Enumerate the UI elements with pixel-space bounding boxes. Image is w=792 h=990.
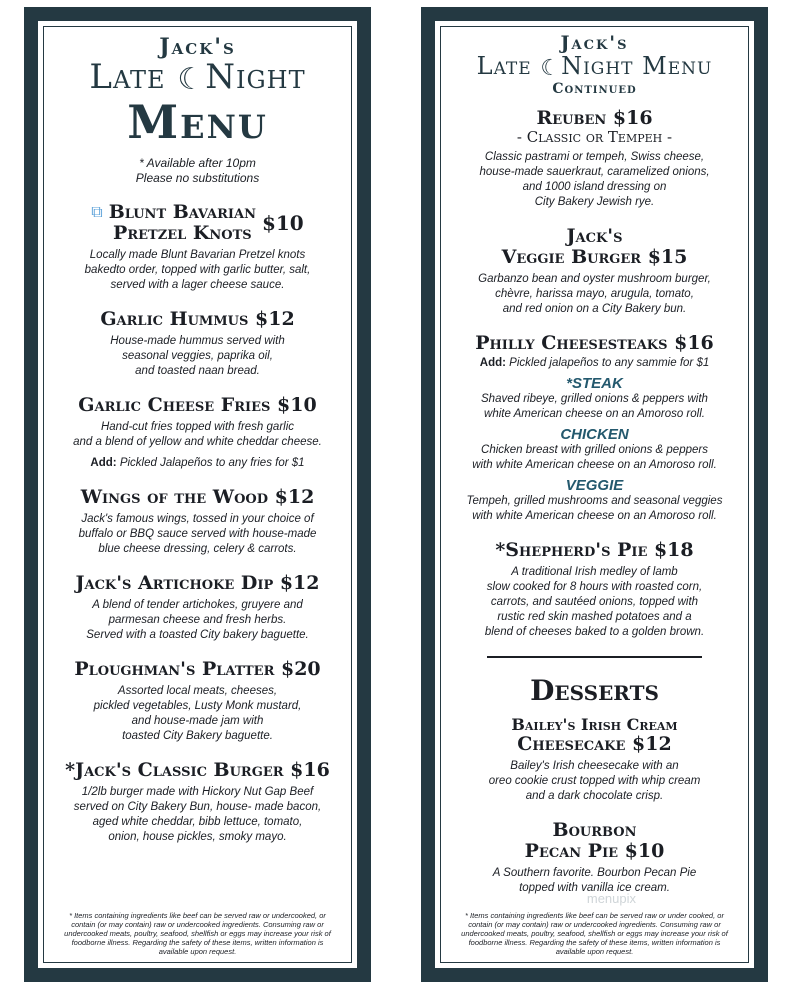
item-name: Philly Cheesesteaks $16 [475, 332, 714, 354]
menu-item-wings [48, 487, 347, 557]
menu-item-pretzel [48, 202, 347, 293]
item-description: Garbanzo bean and oyster mushroom burger, chèvre, harissa mayo, arugula, tomato, and red onion on a City Bakery bun. [478, 273, 711, 315]
item-name: Garlic Cheese Fries $10 [78, 394, 317, 416]
title-night-menu: Night Menu [561, 52, 713, 80]
title-late: Late [89, 57, 166, 97]
item-description: Hand-cut fries topped with fresh garlic and a blend of yellow and white cheddar cheese. [73, 421, 322, 448]
menu-item-pecan-pie [445, 820, 744, 896]
menu-item-shepherds-pie [445, 540, 744, 640]
title-jacks: Jack's [159, 34, 236, 60]
menu-item-fries [48, 395, 347, 471]
availability-note [48, 156, 347, 186]
veggie-description: Tempeh, grilled mushrooms and seasonal veggies with white American cheese on an Amoroso roll. [466, 495, 723, 522]
title-menu: Menu [127, 95, 268, 149]
add-on-note: Add: Pickled jalapeños to any sammie for $1 [479, 357, 710, 369]
title-late-night-menu [445, 53, 744, 82]
chicken-description: Chicken breast with grilled onions & peppers with white American cheese on an Amoroso roll. [472, 444, 717, 471]
subhead-chicken: CHICKEN [560, 426, 629, 443]
item-name: *Jack's Classic Burger $16 [65, 759, 330, 781]
item-description: 1/2lb burger made with Hickory Nut Gap Beef served on City Bakery Bun, house- made bacon, aged white cheddar, bibb lettuce, tomato, onion, house pickles, smoky mayo. [73, 786, 322, 843]
menu-panel-right [421, 7, 768, 982]
item-description: Jack's famous wings, tossed in your choice of buffalo or BBQ sauce served with house-made blue cheese dressing, celery & carrots. [78, 513, 317, 555]
menu-item-hummus [48, 309, 347, 379]
item-name: Jack's Artichoke Dip $12 [75, 572, 320, 594]
item-description: Assorted local meats, cheeses, pickled vegetables, Lusty Monk mustard, and house-made jam with toasted City Bakery baguette. [93, 685, 302, 742]
title-night: Night [205, 57, 306, 97]
no-substitutions: Please no substitutions [135, 171, 260, 185]
right-content [445, 31, 744, 958]
menu-item-reuben [445, 108, 744, 210]
item-description: Bailey's Irish cheesecake with an oreo cookie crust topped with whip cream and a dark chocolate crisp. [488, 760, 701, 802]
menu-panel-left [24, 7, 371, 982]
item-subtitle: - Classic or Tempeh - [516, 128, 673, 146]
item-name: Garlic Hummus $12 [100, 308, 295, 330]
item-description: A Southern favorite. Bourbon Pecan Pie topped with vanilla ice cream. [492, 867, 697, 894]
item-name-line1: Blunt Bavarian [108, 201, 256, 223]
menu-item-veggie-burger [445, 226, 744, 317]
item-description: Locally made Blunt Bavarian Pretzel knots bakedto order, topped with garlic butter, salt, served with a lager cheese sauce. [84, 249, 311, 291]
steak-description: Shaved ribeye, grilled onions & peppers with white American cheese on an Amoroso roll. [481, 393, 708, 420]
title-late: Late [476, 52, 532, 80]
item-name-line2: Pretzel Knots [113, 222, 252, 244]
item-name: Ploughman's Platter $20 [74, 658, 321, 680]
menu-item-ploughman [48, 659, 347, 744]
item-price: $10 [261, 211, 304, 235]
subhead-steak: *STEAK [566, 375, 623, 392]
item-name: Wings of the Wood $12 [80, 486, 315, 508]
item-name: Reuben $16 [536, 107, 653, 129]
menu-item-burger [48, 760, 347, 845]
section-divider [487, 656, 702, 658]
item-name-line1: Bourbon [552, 819, 637, 841]
footnote: * Items containing ingredients like beef can be served raw or under cooked, or contain (or may contain) raw or undercooked ingredients. Consuming raw or undercooked meats, poultry, seafood, shellfish or eggs may increase your risk of foodborne illness. Regarding the safety of these items, written information is available upon request. [461, 911, 728, 956]
title-jacks: Jack's [560, 32, 629, 54]
available-after: * Available after 10pm [139, 156, 256, 170]
pretzel-icon: ⧉ [91, 204, 103, 221]
item-description: A traditional Irish medley of lamb slow cooked for 8 hours with roasted corn, carrots, and sautéed onions, topped with rustic red skin mashed potatoes and a blend of cheeses baked to a golden brown. [484, 566, 705, 638]
crescent-moon-icon: ☾ [177, 62, 206, 97]
item-name: *Shepherd's Pie $18 [495, 539, 694, 561]
menu-item-cheesecake [445, 716, 744, 804]
item-description: Classic pastrami or tempeh, Swiss cheese, house-made sauerkraut, caramelized onions, and 1000 island dressing on City Bakery Jewish rye. [479, 151, 710, 208]
item-name-line2: Cheesecake $12 [517, 733, 672, 755]
title-late-night [48, 59, 347, 98]
title-continued: Continued [552, 81, 637, 97]
item-name-line2: Veggie Burger $15 [501, 246, 688, 268]
item-description: House-made hummus served with seasonal veggies, paprika oil, and toasted naan bread. [110, 335, 285, 377]
menu-item-artichoke-dip [48, 573, 347, 643]
subhead-veggie: VEGGIE [565, 477, 624, 494]
desserts-heading: Desserts [530, 674, 659, 707]
item-name-line1: Bailey's Irish Cream [511, 715, 678, 734]
menu-item-philly [445, 333, 744, 524]
item-description: A blend of tender artichokes, gruyere and parmesan cheese and fresh herbs. Served with a toasted City bakery baguette. [86, 599, 309, 641]
item-name-line2: Pecan Pie $10 [524, 840, 665, 862]
left-content [48, 31, 347, 958]
item-name-line1: Jack's [566, 225, 623, 247]
footnote: * Items containing ingredients like beef can be served raw or undercooked, or contain (or may contain) raw or undercooked ingredients. Consuming raw or undercooked meats, poultry, seafood, shellfish or eggs may increase your risk of foodborne illness. Regarding the safety of these items, written information is available upon request. [64, 911, 331, 956]
watermark: menupix [586, 891, 636, 906]
add-on-note: Add: Pickled Jalapeños to any fries for $1 [90, 457, 305, 469]
crescent-moon-icon: ☾ [540, 56, 562, 81]
